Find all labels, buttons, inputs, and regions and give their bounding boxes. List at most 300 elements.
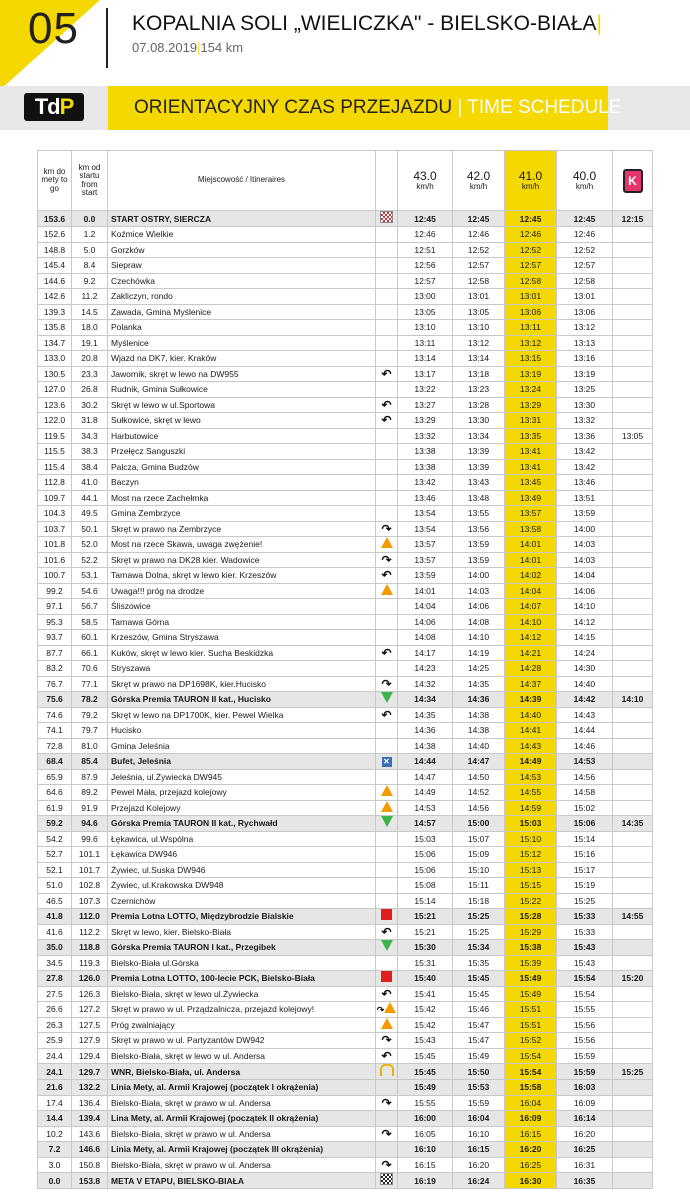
km-to-go: 104.3 <box>38 506 72 522</box>
time-speed-1: 15:30 <box>398 940 453 956</box>
col-speed-4 <box>557 151 613 211</box>
wnr-icon <box>376 1064 398 1080</box>
km-from-start: 18.0 <box>72 320 108 336</box>
time-speed-4: 14:40 <box>557 676 613 692</box>
time-speed-2: 14:52 <box>453 785 505 801</box>
km-from-start: 127.2 <box>72 1002 108 1018</box>
time-speed-1: 14:32 <box>398 676 453 692</box>
time-speed-3: 15:38 <box>505 940 557 956</box>
time-k <box>613 1126 653 1142</box>
time-speed-1: 15:45 <box>398 1048 453 1064</box>
time-speed-2: 13:10 <box>453 320 505 336</box>
km-from-start: 26.8 <box>72 382 108 398</box>
time-speed-3: 15:10 <box>505 831 557 847</box>
time-speed-4: 15:02 <box>557 800 613 816</box>
table-row <box>38 258 653 274</box>
row-icon-empty <box>376 723 398 739</box>
time-k <box>613 986 653 1002</box>
time-speed-4: 14:00 <box>557 521 613 537</box>
row-icon-empty <box>376 1080 398 1096</box>
place-name: Pewel Mała, przejazd kolejowy <box>108 785 376 801</box>
time-speed-4: 16:03 <box>557 1080 613 1096</box>
row-icon-empty <box>376 475 398 491</box>
km-to-go: 127.0 <box>38 382 72 398</box>
time-speed-2: 15:10 <box>453 862 505 878</box>
time-speed-3: 16:20 <box>505 1142 557 1158</box>
km-to-go: 74.6 <box>38 707 72 723</box>
time-speed-1: 15:03 <box>398 831 453 847</box>
warning-icon <box>376 583 398 599</box>
time-k <box>613 382 653 398</box>
speed-1-value: 43.0 <box>413 169 437 183</box>
warning-icon <box>376 785 398 801</box>
place-name: Skręt w lewo w ul.Sportowa <box>108 397 376 413</box>
time-speed-1: 13:38 <box>398 444 453 460</box>
time-speed-2: 13:23 <box>453 382 505 398</box>
table-body <box>38 211 653 1189</box>
time-k <box>613 1095 653 1111</box>
place-name: WNR, Bielsko-Biała, ul. Andersa <box>108 1064 376 1080</box>
time-speed-2: 14:47 <box>453 754 505 770</box>
time-k <box>613 707 653 723</box>
time-speed-3: 13:58 <box>505 521 557 537</box>
km-from-start: 99.6 <box>72 831 108 847</box>
km-to-go: 72.8 <box>38 738 72 754</box>
time-speed-3: 13:19 <box>505 366 557 382</box>
km-from-start: 146.6 <box>72 1142 108 1158</box>
time-speed-1: 14:53 <box>398 800 453 816</box>
finish-flag-icon <box>376 1173 398 1189</box>
start-flag-icon <box>376 211 398 227</box>
time-k <box>613 738 653 754</box>
time-speed-4: 14:58 <box>557 785 613 801</box>
km-from-start: 129.4 <box>72 1048 108 1064</box>
table-row <box>38 1017 653 1033</box>
km-from-start: 81.0 <box>72 738 108 754</box>
time-speed-1: 14:57 <box>398 816 453 832</box>
turn-left-icon: ↶ <box>376 568 398 584</box>
turn-left-icon: ↶ <box>376 986 398 1002</box>
time-speed-3: 14:07 <box>505 599 557 615</box>
time-speed-3: 13:31 <box>505 413 557 429</box>
time-speed-3: 16:15 <box>505 1126 557 1142</box>
time-k <box>613 723 653 739</box>
time-speed-3: 15:22 <box>505 893 557 909</box>
time-speed-2: 16:15 <box>453 1142 505 1158</box>
time-speed-4: 15:19 <box>557 878 613 894</box>
km-to-go: 153.6 <box>38 211 72 227</box>
time-k <box>613 568 653 584</box>
km-from-start: 94.6 <box>72 816 108 832</box>
time-speed-2: 15:47 <box>453 1017 505 1033</box>
km-from-start: 54.6 <box>72 583 108 599</box>
time-speed-4: 15:56 <box>557 1033 613 1049</box>
time-speed-2: 12:57 <box>453 258 505 274</box>
warning-icon <box>376 537 398 553</box>
time-k <box>613 413 653 429</box>
km-to-go: 3.0 <box>38 1157 72 1173</box>
mountain-prize-icon <box>376 692 398 708</box>
place-name: Skręt w prawo w ul. Prządzalnicza, przejazd kolejowy! <box>108 1002 376 1018</box>
km-to-go: 10.2 <box>38 1126 72 1142</box>
table-row <box>38 351 653 367</box>
km-to-go: 145.4 <box>38 258 72 274</box>
time-k <box>613 459 653 475</box>
time-speed-2: 14:25 <box>453 661 505 677</box>
km-to-go: 64.6 <box>38 785 72 801</box>
km-from-start: 1.2 <box>72 227 108 243</box>
km-from-start: 79.2 <box>72 707 108 723</box>
time-speed-3: 12:46 <box>505 227 557 243</box>
time-speed-4: 15:59 <box>557 1064 613 1080</box>
km-to-go: 41.6 <box>38 924 72 940</box>
time-speed-3: 15:54 <box>505 1048 557 1064</box>
table-row <box>38 552 653 568</box>
time-speed-2: 13:56 <box>453 521 505 537</box>
table-row <box>38 599 653 615</box>
time-k <box>613 304 653 320</box>
time-speed-1: 15:42 <box>398 1002 453 1018</box>
time-k <box>613 444 653 460</box>
time-speed-2: 12:46 <box>453 227 505 243</box>
time-speed-2: 13:01 <box>453 289 505 305</box>
col-km-to-finish: km do mety to go <box>38 151 72 211</box>
time-speed-3: 14:59 <box>505 800 557 816</box>
time-k <box>613 614 653 630</box>
place-name: Czechówka <box>108 273 376 289</box>
table-row <box>38 475 653 491</box>
km-from-start: 49.5 <box>72 506 108 522</box>
km-to-go: 139.3 <box>38 304 72 320</box>
km-from-start: 50.1 <box>72 521 108 537</box>
time-speed-3: 15:39 <box>505 955 557 971</box>
row-icon-empty <box>376 273 398 289</box>
time-speed-3: 15:15 <box>505 878 557 894</box>
place-name: Górska Premia TAURON I kat., Przegibek <box>108 940 376 956</box>
title-divider <box>106 8 108 68</box>
sprint-prize-icon <box>376 909 398 925</box>
time-speed-3: 14:40 <box>505 707 557 723</box>
time-speed-3: 15:49 <box>505 986 557 1002</box>
time-k <box>613 320 653 336</box>
time-speed-1: 16:19 <box>398 1173 453 1189</box>
time-speed-3: 15:12 <box>505 847 557 863</box>
time-speed-1: 13:59 <box>398 568 453 584</box>
place-name: Bielsko-Biała ul.Górska <box>108 955 376 971</box>
place-name: Lina Mety, al. Armii Krajowej (początek II okrążenia) <box>108 1111 376 1127</box>
time-speed-1: 13:14 <box>398 351 453 367</box>
km-from-start: 139.4 <box>72 1111 108 1127</box>
warning-icon <box>376 1017 398 1033</box>
km-from-start: 129.7 <box>72 1064 108 1080</box>
time-speed-3: 15:28 <box>505 909 557 925</box>
time-k <box>613 1142 653 1158</box>
place-name: Sułkowice, skręt w lewo <box>108 413 376 429</box>
km-from-start: 118.8 <box>72 940 108 956</box>
table-row <box>38 583 653 599</box>
km-to-go: 52.1 <box>38 862 72 878</box>
place-name: Żywiec, ul.Krakowska DW948 <box>108 878 376 894</box>
km-to-go: 7.2 <box>38 1142 72 1158</box>
tdp-logo-p: P <box>59 94 74 119</box>
table-row <box>38 1080 653 1096</box>
time-k: 13:05 <box>613 428 653 444</box>
col-k <box>613 151 653 211</box>
time-speed-4: 13:06 <box>557 304 613 320</box>
km-from-start: 58.5 <box>72 614 108 630</box>
time-speed-3: 14:43 <box>505 738 557 754</box>
time-k <box>613 862 653 878</box>
table-row <box>38 893 653 909</box>
turn-right-icon: ↷ <box>376 1157 398 1173</box>
time-speed-4: 16:20 <box>557 1126 613 1142</box>
table-row <box>38 614 653 630</box>
row-icon-empty <box>376 351 398 367</box>
place-name: Harbutowice <box>108 428 376 444</box>
time-speed-3: 14:37 <box>505 676 557 692</box>
time-speed-4: 16:25 <box>557 1142 613 1158</box>
time-speed-2: 14:38 <box>453 707 505 723</box>
time-speed-3: 13:49 <box>505 490 557 506</box>
km-to-go: 152.6 <box>38 227 72 243</box>
time-k <box>613 397 653 413</box>
time-speed-4: 12:52 <box>557 242 613 258</box>
time-k <box>613 1033 653 1049</box>
time-speed-4: 13:32 <box>557 413 613 429</box>
speed-4-value: 40.0 <box>572 169 597 183</box>
time-k <box>613 506 653 522</box>
km-from-start: 60.1 <box>72 630 108 646</box>
mountain-prize-icon <box>376 816 398 832</box>
row-icon-empty <box>376 227 398 243</box>
time-speed-4: 13:12 <box>557 320 613 336</box>
time-speed-1: 15:40 <box>398 971 453 987</box>
time-speed-4: 16:14 <box>557 1111 613 1127</box>
km-from-start: 14.5 <box>72 304 108 320</box>
km-to-go: 133.0 <box>38 351 72 367</box>
time-speed-3: 12:52 <box>505 242 557 258</box>
time-speed-2: 15:45 <box>453 986 505 1002</box>
km-from-start: 101.1 <box>72 847 108 863</box>
table-row <box>38 1126 653 1142</box>
time-speed-1: 15:45 <box>398 1064 453 1080</box>
time-speed-1: 15:43 <box>398 1033 453 1049</box>
row-icon-empty <box>376 1142 398 1158</box>
row-icon-empty <box>376 428 398 444</box>
time-speed-1: 12:56 <box>398 258 453 274</box>
speed-3-unit: km/h <box>521 181 540 191</box>
stage-title-text: KOPALNIA SOLI „WIELICZKA" - BIELSKO-BIAŁA <box>132 12 597 35</box>
time-speed-4: 14:04 <box>557 568 613 584</box>
time-speed-1: 13:11 <box>398 335 453 351</box>
km-from-start: 56.7 <box>72 599 108 615</box>
table-row <box>38 1002 653 1018</box>
km-to-go: 144.6 <box>38 273 72 289</box>
time-speed-4: 12:58 <box>557 273 613 289</box>
table-row <box>38 521 653 537</box>
table-row <box>38 506 653 522</box>
time-speed-1: 12:45 <box>398 211 453 227</box>
time-k <box>613 769 653 785</box>
place-name: Myślenice <box>108 335 376 351</box>
time-speed-2: 15:07 <box>453 831 505 847</box>
time-k: 15:25 <box>613 1064 653 1080</box>
km-to-go: 68.4 <box>38 754 72 770</box>
km-to-go: 76.7 <box>38 676 72 692</box>
turn-right-icon: ↷ <box>376 676 398 692</box>
time-k <box>613 847 653 863</box>
table-row <box>38 754 653 770</box>
time-k: 15:20 <box>613 971 653 987</box>
place-name: Skręt w prawo na DK28 kier. Wadowice <box>108 552 376 568</box>
table-row <box>38 971 653 987</box>
table-row <box>38 211 653 227</box>
row-icon-empty <box>376 335 398 351</box>
time-speed-4: 13:42 <box>557 459 613 475</box>
time-speed-1: 13:38 <box>398 459 453 475</box>
place-name: Bielsko-Biała, skręt w prawo w ul. Andersa <box>108 1095 376 1111</box>
km-to-go: 52.7 <box>38 847 72 863</box>
speed-2-value: 42.0 <box>466 169 491 183</box>
km-to-go: 65.9 <box>38 769 72 785</box>
km-to-go: 34.5 <box>38 955 72 971</box>
time-speed-4: 14:44 <box>557 723 613 739</box>
place-name: Baczyn <box>108 475 376 491</box>
turn-right-icon: ↷ <box>376 521 398 537</box>
km-from-start: 132.2 <box>72 1080 108 1096</box>
time-speed-3: 15:54 <box>505 1064 557 1080</box>
time-speed-2: 15:11 <box>453 878 505 894</box>
col-icon <box>376 151 398 211</box>
place-name: Most na rzece Zachełmka <box>108 490 376 506</box>
time-speed-3: 15:51 <box>505 1017 557 1033</box>
mountain-prize-icon <box>376 940 398 956</box>
place-name: START OSTRY, SIERCZA <box>108 211 376 227</box>
km-to-go: 27.5 <box>38 986 72 1002</box>
warning-icon <box>376 800 398 816</box>
time-k <box>613 583 653 599</box>
time-speed-2: 14:03 <box>453 583 505 599</box>
km-to-go: 24.1 <box>38 1064 72 1080</box>
time-speed-1: 14:49 <box>398 785 453 801</box>
table-row <box>38 366 653 382</box>
time-speed-3: 13:41 <box>505 459 557 475</box>
title-bar: | <box>596 12 603 35</box>
time-speed-4: 13:13 <box>557 335 613 351</box>
time-speed-3: 14:02 <box>505 568 557 584</box>
table-row <box>38 397 653 413</box>
km-to-go: 51.0 <box>38 878 72 894</box>
time-speed-1: 14:01 <box>398 583 453 599</box>
k-badge: K <box>623 169 643 193</box>
km-to-go: 95.3 <box>38 614 72 630</box>
row-icon-empty <box>376 893 398 909</box>
km-to-go: 74.1 <box>38 723 72 739</box>
turn-left-icon: ↶ <box>376 645 398 661</box>
time-speed-2: 14:36 <box>453 692 505 708</box>
time-speed-2: 14:50 <box>453 769 505 785</box>
turn-left-icon: ↶ <box>376 397 398 413</box>
table-row <box>38 707 653 723</box>
time-speed-1: 16:00 <box>398 1111 453 1127</box>
time-speed-2: 15:49 <box>453 1048 505 1064</box>
place-name: Hucisko <box>108 723 376 739</box>
table-row <box>38 630 653 646</box>
row-icon-empty <box>376 661 398 677</box>
time-speed-2: 16:04 <box>453 1111 505 1127</box>
speed-4-unit: km/h <box>575 181 594 191</box>
time-speed-4: 15:43 <box>557 955 613 971</box>
row-icon-empty <box>376 258 398 274</box>
km-to-go: 26.3 <box>38 1017 72 1033</box>
time-k <box>613 552 653 568</box>
place-name: Siepraw <box>108 258 376 274</box>
place-name: Skręt w lewo, kier. Bielsko-Biała <box>108 924 376 940</box>
km-from-start: 9.2 <box>72 273 108 289</box>
km-from-start: 78.2 <box>72 692 108 708</box>
km-to-go: 26.6 <box>38 1002 72 1018</box>
time-speed-1: 12:46 <box>398 227 453 243</box>
km-from-start: 153.8 <box>72 1173 108 1189</box>
turn-right-icon: ↷ <box>376 1126 398 1142</box>
time-speed-2: 13:55 <box>453 506 505 522</box>
time-speed-1: 14:35 <box>398 707 453 723</box>
time-speed-3: 13:29 <box>505 397 557 413</box>
time-speed-2: 15:45 <box>453 971 505 987</box>
km-from-start: 79.7 <box>72 723 108 739</box>
speed-2-unit: km/h <box>469 181 488 191</box>
time-k <box>613 351 653 367</box>
place-name: Próg zwalniający <box>108 1017 376 1033</box>
stage-title <box>132 12 602 36</box>
time-k <box>613 754 653 770</box>
time-speed-2: 13:59 <box>453 552 505 568</box>
table-row <box>38 738 653 754</box>
place-name: Krzeszów, Gmina Stryszawa <box>108 630 376 646</box>
time-speed-3: 14:21 <box>505 645 557 661</box>
row-icon-empty <box>376 769 398 785</box>
km-to-go: 17.4 <box>38 1095 72 1111</box>
time-speed-4: 15:14 <box>557 831 613 847</box>
schedule-label-pl: ORIENTACYJNY CZAS PRZEJAZDU <box>134 97 453 118</box>
stage-number: 05 <box>28 4 79 53</box>
time-k <box>613 878 653 894</box>
place-name: Bielsko-Biała, skręt w prawo w ul. Andersa <box>108 1157 376 1173</box>
km-to-go: 130.5 <box>38 366 72 382</box>
km-to-go: 27.8 <box>38 971 72 987</box>
time-speed-4: 15:54 <box>557 986 613 1002</box>
time-speed-1: 14:47 <box>398 769 453 785</box>
km-to-go: 109.7 <box>38 490 72 506</box>
time-speed-4: 14:12 <box>557 614 613 630</box>
table-row <box>38 289 653 305</box>
time-k <box>613 537 653 553</box>
km-to-go: 112.8 <box>38 475 72 491</box>
km-from-start: 66.1 <box>72 645 108 661</box>
km-from-start: 11.2 <box>72 289 108 305</box>
place-name: Przełęcz Sanguszki <box>108 444 376 460</box>
km-to-go: 75.6 <box>38 692 72 708</box>
time-speed-3: 14:53 <box>505 769 557 785</box>
row-icon-empty <box>376 831 398 847</box>
time-speed-4: 12:45 <box>557 211 613 227</box>
row-icon-empty <box>376 599 398 615</box>
time-speed-2: 15:46 <box>453 1002 505 1018</box>
col-speed-1 <box>398 151 453 211</box>
km-to-go: 54.2 <box>38 831 72 847</box>
time-speed-2: 14:06 <box>453 599 505 615</box>
turn-left-icon: ↶ <box>376 1048 398 1064</box>
